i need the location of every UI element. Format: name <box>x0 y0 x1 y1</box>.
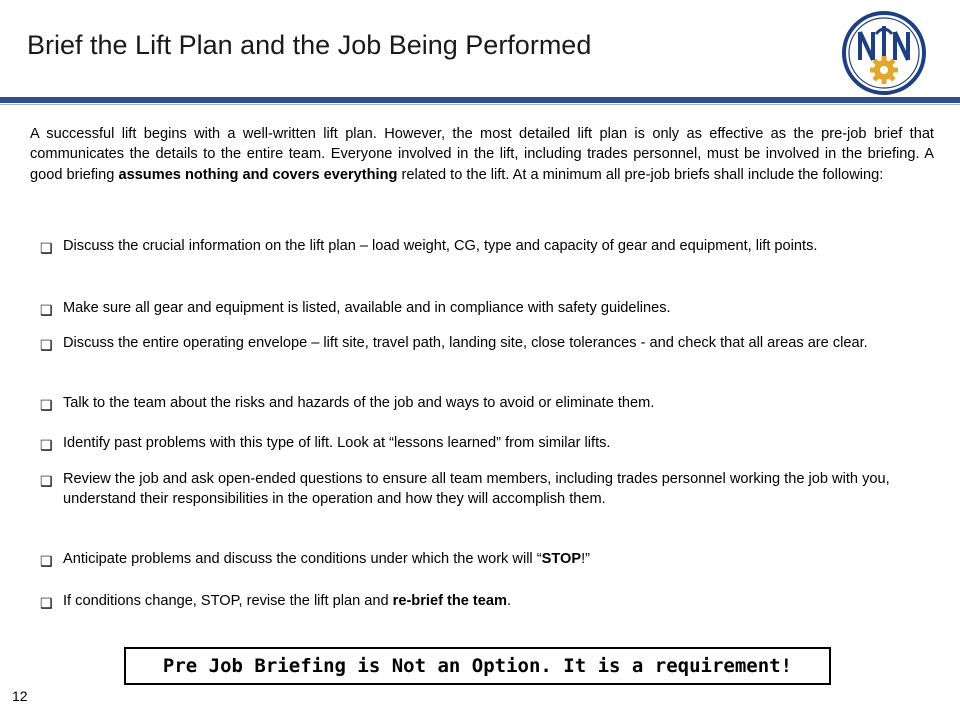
checkbox-bullet-icon: ❑ <box>40 437 53 453</box>
list-item: ❑ Identify past problems with this type of lift. Look at “lessons learned” from similar lifts. <box>40 433 940 453</box>
checkbox-bullet-icon: ❑ <box>40 240 53 256</box>
header-rule <box>0 97 960 103</box>
checkbox-bullet-icon: ❑ <box>40 553 53 569</box>
checkbox-bullet-icon: ❑ <box>40 473 53 489</box>
slide-title: Brief the Lift Plan and the Job Being Performed <box>27 30 592 60</box>
page-number: 12 <box>12 688 28 704</box>
checkbox-bullet-icon: ❑ <box>40 337 53 353</box>
checkbox-bullet-icon: ❑ <box>40 302 53 318</box>
list-item: ❑ Discuss the entire operating envelope – lift site, travel path, landing site, close tolerances - and check that all areas are clear. <box>40 333 940 353</box>
list-item: ❑ Make sure all gear and equipment is listed, available and in compliance with safety guidelines. <box>40 298 940 318</box>
requirement-callout: Pre Job Briefing is Not an Option. It is a requirement! <box>124 647 831 685</box>
list-item: ❑ Talk to the team about the risks and hazards of the job and ways to avoid or eliminate them. <box>40 393 940 413</box>
anchor-gear-logo <box>840 10 928 96</box>
checkbox-bullet-icon: ❑ <box>40 397 53 413</box>
list-item: ❑ Anticipate problems and discuss the conditions under which the work will “STOP!” <box>40 549 940 569</box>
checkbox-bullet-icon: ❑ <box>40 595 53 611</box>
header-rule-thin <box>0 104 960 105</box>
list-item: ❑ If conditions change, STOP, revise the lift plan and re-brief the team. <box>40 591 940 611</box>
list-item: ❑ Review the job and ask open-ended questions to ensure all team members, including trades personnel working the job with you, understand their responsibilities in the operation and how they will accomplish them. <box>40 471 890 508</box>
list-item: ❑ Discuss the crucial information on the lift plan – load weight, CG, type and capacity of gear and equipment, lift points. <box>40 236 940 256</box>
intro-paragraph: A successful lift begins with a well-written lift plan. However, the most detailed lift plan is only as effective as the pre-job brief that communicates the details to the entire team. Everyone involved in the lift, including trades personnel, must be involved in the briefing. A good briefing assumes nothing and covers everything related to the lift. At a minimum all pre-job briefs shall include the following: <box>30 126 934 183</box>
